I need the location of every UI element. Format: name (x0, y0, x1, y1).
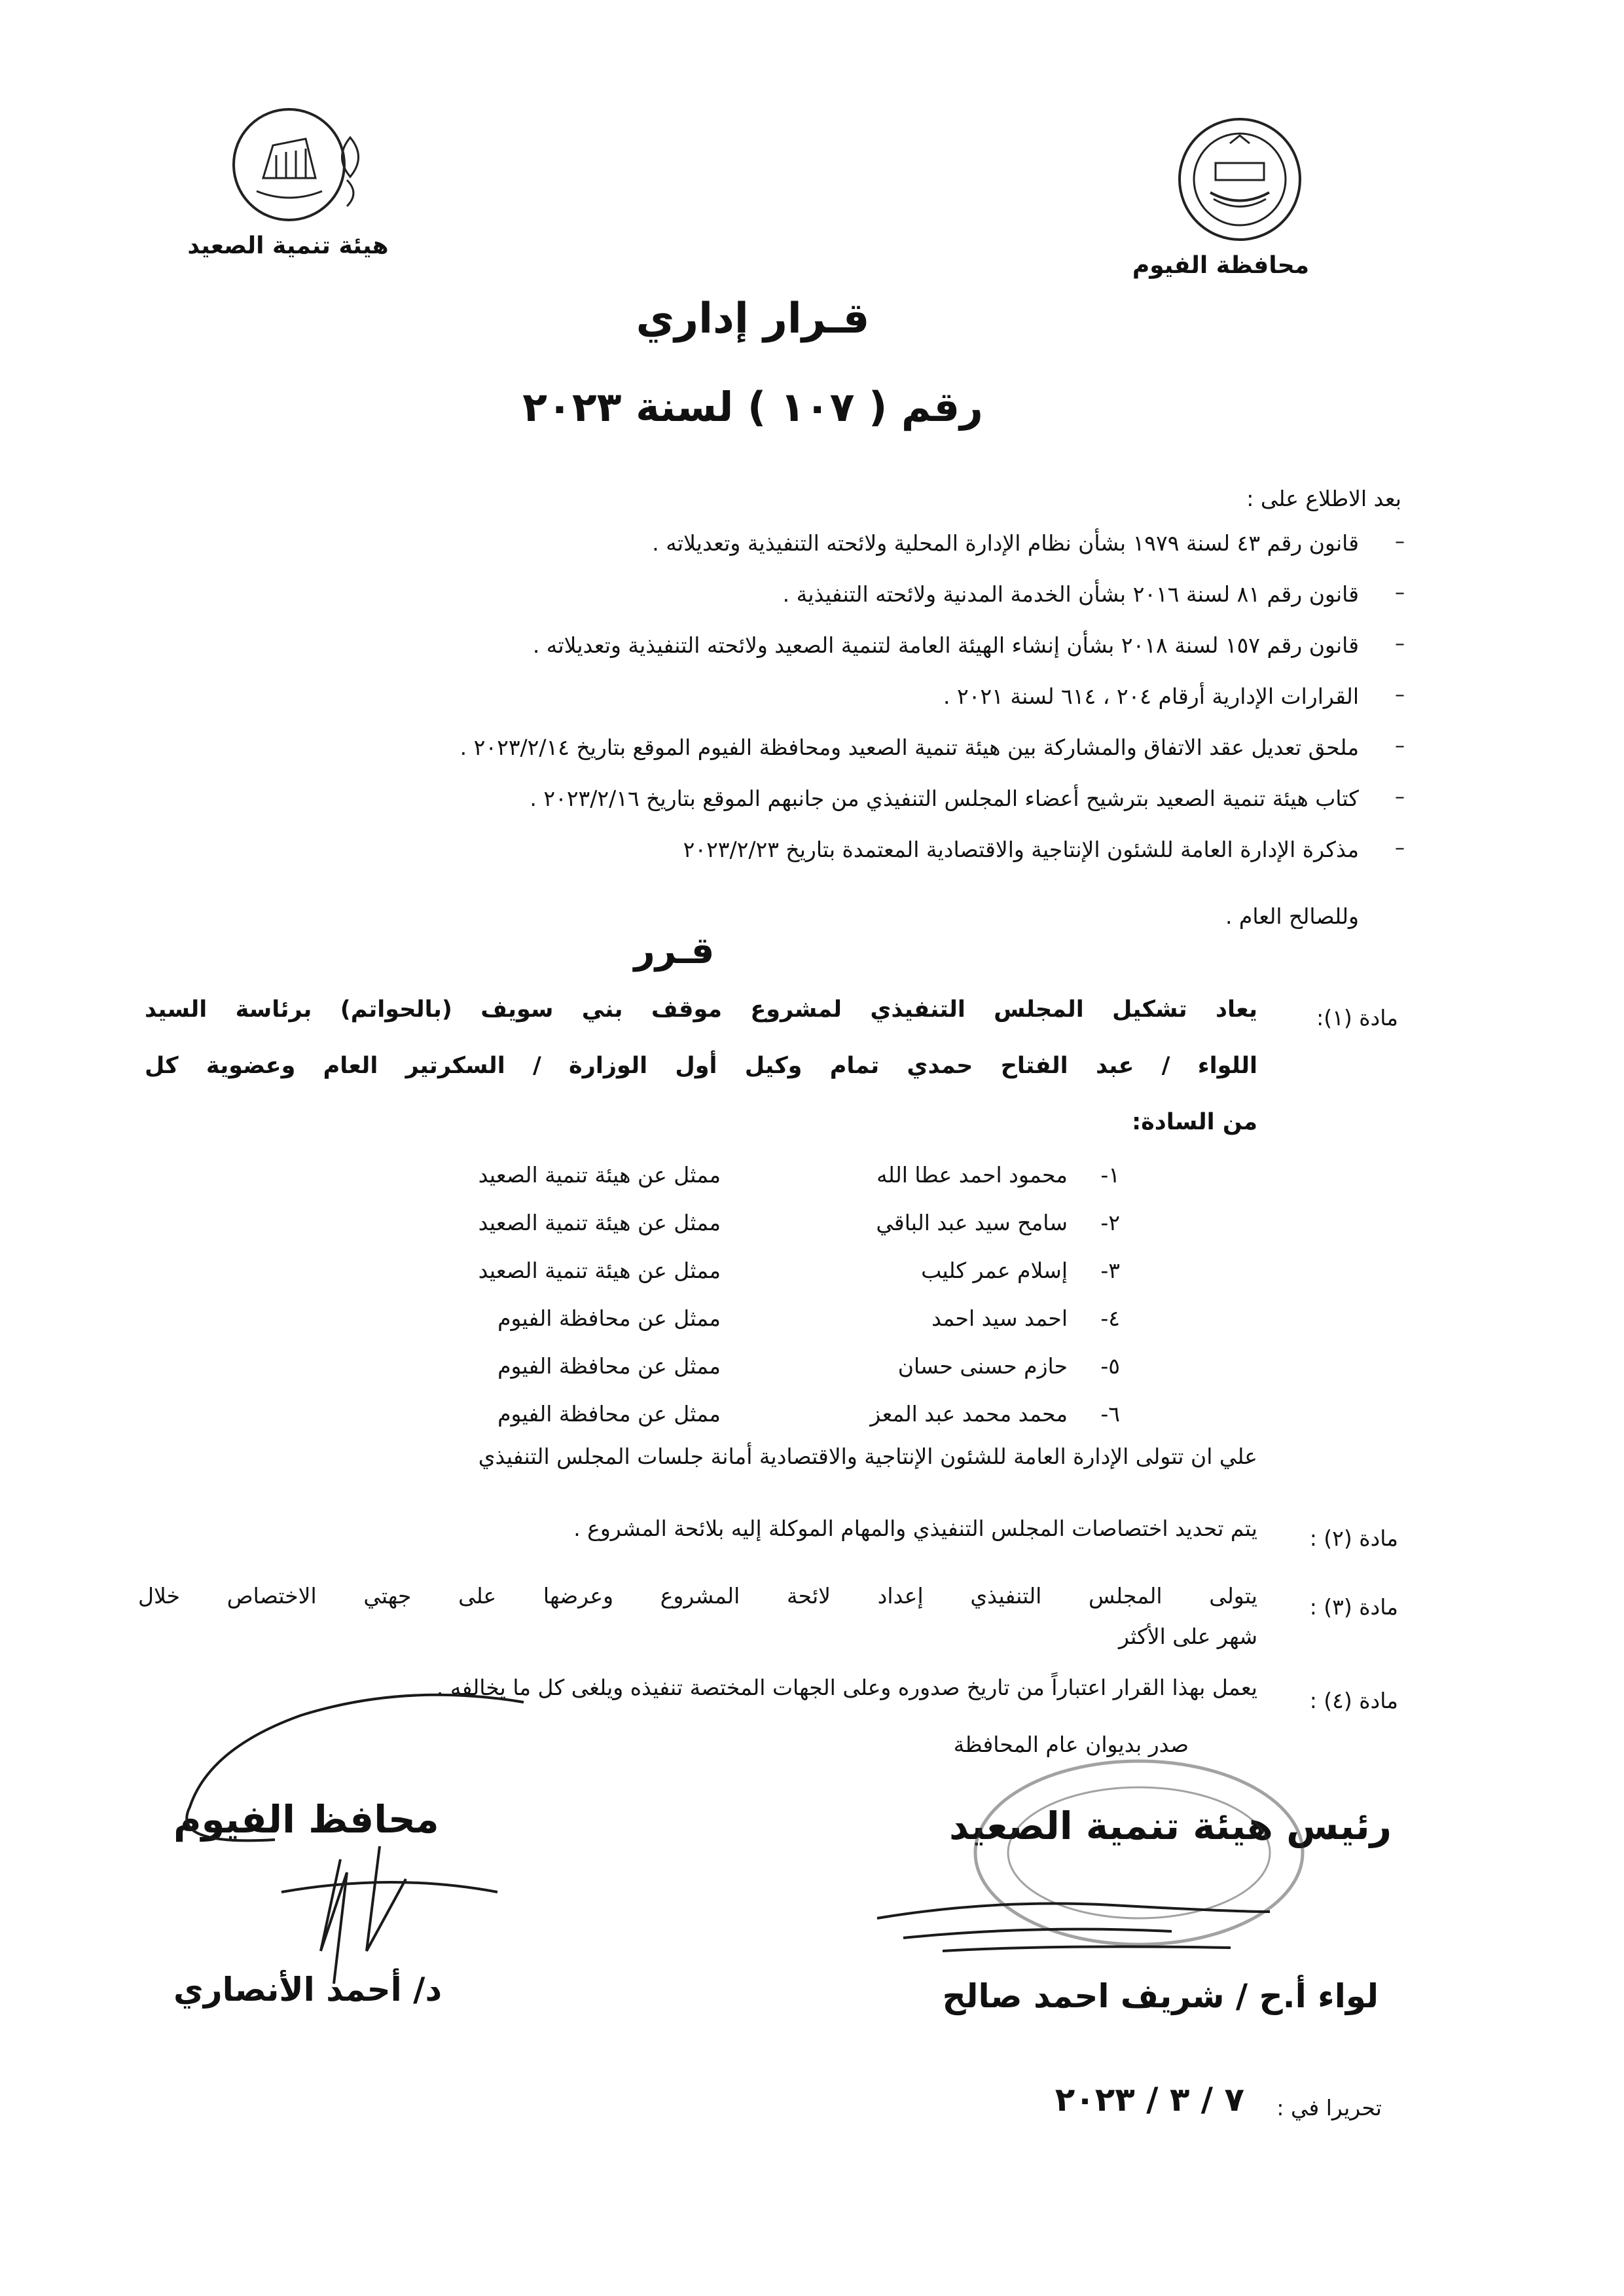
governor-signature (131, 1676, 550, 2016)
article-1-line-1: يعاد تشكيل المجلس التنفيذي لمشروع موقف بني سويف (بالحواتم) برئاسة السيد (145, 996, 1257, 1023)
member-number: ٤- (1100, 1305, 1120, 1331)
member-name: حازم حسنى حسان (897, 1353, 1068, 1379)
article-2-label: مادة (٢) : (1309, 1525, 1398, 1551)
issued-at: صدر بديوان عام المحافظة (953, 1732, 1189, 1757)
article-2-text: يتم تحديد اختصاصات المجلس التنفيذي والمهام الموكلة إليه بلائحة المشروع . (573, 1516, 1257, 1541)
member-row (269, 1353, 1120, 1401)
dash-bullet-icon: – (1395, 632, 1405, 655)
preamble-closing: وللصالح العام . (1225, 903, 1359, 929)
article-3-line-2: شهر على الأكثر (1118, 1624, 1257, 1649)
dash-bullet-icon: – (1395, 786, 1405, 809)
preamble-item: مذكرة الإدارة العامة للشئون الإنتاجية والاقتصادية المعتمدة بتاريخ ٢٠٢٣/٢/٢٣ (683, 837, 1359, 862)
preamble-bullets (1379, 530, 1405, 888)
dash-bullet-icon: – (1395, 683, 1405, 706)
authority-head-name: لواء أ.ح / شريف احمد صالح (942, 1977, 1379, 2015)
authority-head-signature (864, 1859, 1283, 1977)
member-number: ٥- (1100, 1353, 1120, 1379)
leaf-ornament-icon (331, 131, 370, 210)
member-role: ممثل عن محافظة الفيوم (497, 1305, 721, 1331)
member-role: ممثل عن هيئة تنمية الصعيد (478, 1210, 721, 1235)
upper-egypt-emblem-icon (244, 119, 335, 211)
member-row (269, 1258, 1120, 1305)
fayoum-emblem-icon (1191, 130, 1289, 228)
member-role: ممثل عن محافظة الفيوم (497, 1353, 721, 1379)
fayoum-governorate-label: محافظة الفيوم (1132, 252, 1309, 279)
member-role: ممثل عن محافظة الفيوم (497, 1401, 721, 1427)
member-row (269, 1210, 1120, 1258)
dash-bullet-icon: – (1395, 837, 1405, 860)
governor-name: د/ أحمد الأنصاري (173, 1971, 442, 2009)
article-3-line-1: يتولى المجلس التنفيذي إعداد لائحة المشروع وعرضها على جهتي الاختصاص خلال (138, 1583, 1257, 1609)
upper-egypt-authority-label: هيئة تنمية الصعيد (187, 232, 389, 259)
member-row (269, 1305, 1120, 1353)
member-name: سامح سيد عبد الباقي (876, 1210, 1068, 1235)
article-1-label: مادة (١): (1316, 1005, 1398, 1030)
preamble-intro: بعد الاطلاع على : (1246, 486, 1401, 511)
member-name: محمود احمد عطا الله (876, 1162, 1068, 1188)
preamble-item: ملحق تعديل عقد الاتفاق والمشاركة بين هيئة تنمية الصعيد ومحافظة الفيوم الموقع بتاريخ ٢٠٢٣/٢/١٤ . (460, 735, 1359, 760)
dash-bullet-icon: – (1395, 581, 1405, 604)
article-4-text: يعمل بهذا القرار اعتباراً من تاريخ صدوره وعلى الجهات المختصة تنفيذه ويلغى كل ما يخالفه . (436, 1675, 1257, 1700)
preamble-item: القرارات الإدارية أرقام ٢٠٤ ، ٦١٤ لسنة ٢٠٢١ . (943, 683, 1359, 709)
article-1-line-2: اللواء / عبد الفتاح حمدي تمام وكيل أول الوزارة / السكرتير العام وعضوية كل (145, 1053, 1257, 1079)
member-number: ٦- (1100, 1401, 1120, 1427)
authority-head-title: رئيس هيئة تنمية الصعيد (948, 1804, 1392, 1848)
preamble-item: قانون رقم ٨١ لسنة ٢٠١٦ بشأن الخدمة المدنية ولائحته التنفيذية . (782, 581, 1359, 607)
dash-bullet-icon: – (1395, 735, 1405, 757)
member-name: محمد محمد عبد المعز (870, 1401, 1068, 1427)
members-list (269, 1162, 1120, 1449)
document-title: قـرار إداري (636, 295, 870, 343)
preamble-item: كتاب هيئة تنمية الصعيد بترشيح أعضاء المجلس التنفيذي من جانبهم الموقع بتاريخ ٢٠٢٣/٢/١٦ . (530, 786, 1359, 811)
decision-heading: قـرر (634, 930, 715, 972)
governor-title: محافظ الفيوم (173, 1797, 439, 1842)
article-3-label: مادة (٣) : (1309, 1594, 1398, 1620)
article-1-footer: علي ان تتولى الإدارة العامة للشئون الإنتاجية والاقتصادية أمانة جلسات المجلس التنفيذي (478, 1444, 1257, 1469)
date-value: ٧ / ٣ / ٢٠٢٣ (1055, 2081, 1244, 2119)
member-number: ٣- (1100, 1258, 1120, 1283)
upper-egypt-authority-logo (232, 108, 346, 221)
member-role: ممثل عن هيئة تنمية الصعيد (478, 1258, 721, 1283)
article-4-label: مادة (٤) : (1309, 1688, 1398, 1713)
dash-bullet-icon: – (1395, 530, 1405, 553)
decision-number: رقم ( ١٠٧ ) لسنة ٢٠٢٣ (522, 383, 983, 431)
preamble-list (115, 530, 1359, 888)
fayoum-seal-logo (1178, 118, 1301, 241)
member-row (269, 1162, 1120, 1210)
preamble-item: قانون رقم ٤٣ لسنة ١٩٧٩ بشأن نظام الإدارة المحلية ولائحته التنفيذية وتعديلاته . (652, 530, 1359, 556)
article-1-line-3: من السادة: (1132, 1109, 1257, 1135)
member-name: احمد سيد احمد (931, 1305, 1068, 1331)
preamble-item: قانون رقم ١٥٧ لسنة ٢٠١٨ بشأن إنشاء الهيئة العامة لتنمية الصعيد ولائحته التنفيذية وتعديلاته . (532, 632, 1359, 658)
member-name: إسلام عمر كليب (921, 1258, 1068, 1283)
member-number: ١- (1100, 1162, 1120, 1188)
member-number: ٢- (1100, 1210, 1120, 1235)
member-row (269, 1401, 1120, 1449)
member-role: ممثل عن هيئة تنمية الصعيد (478, 1162, 721, 1188)
date-label: تحريرا في : (1276, 2095, 1382, 2121)
